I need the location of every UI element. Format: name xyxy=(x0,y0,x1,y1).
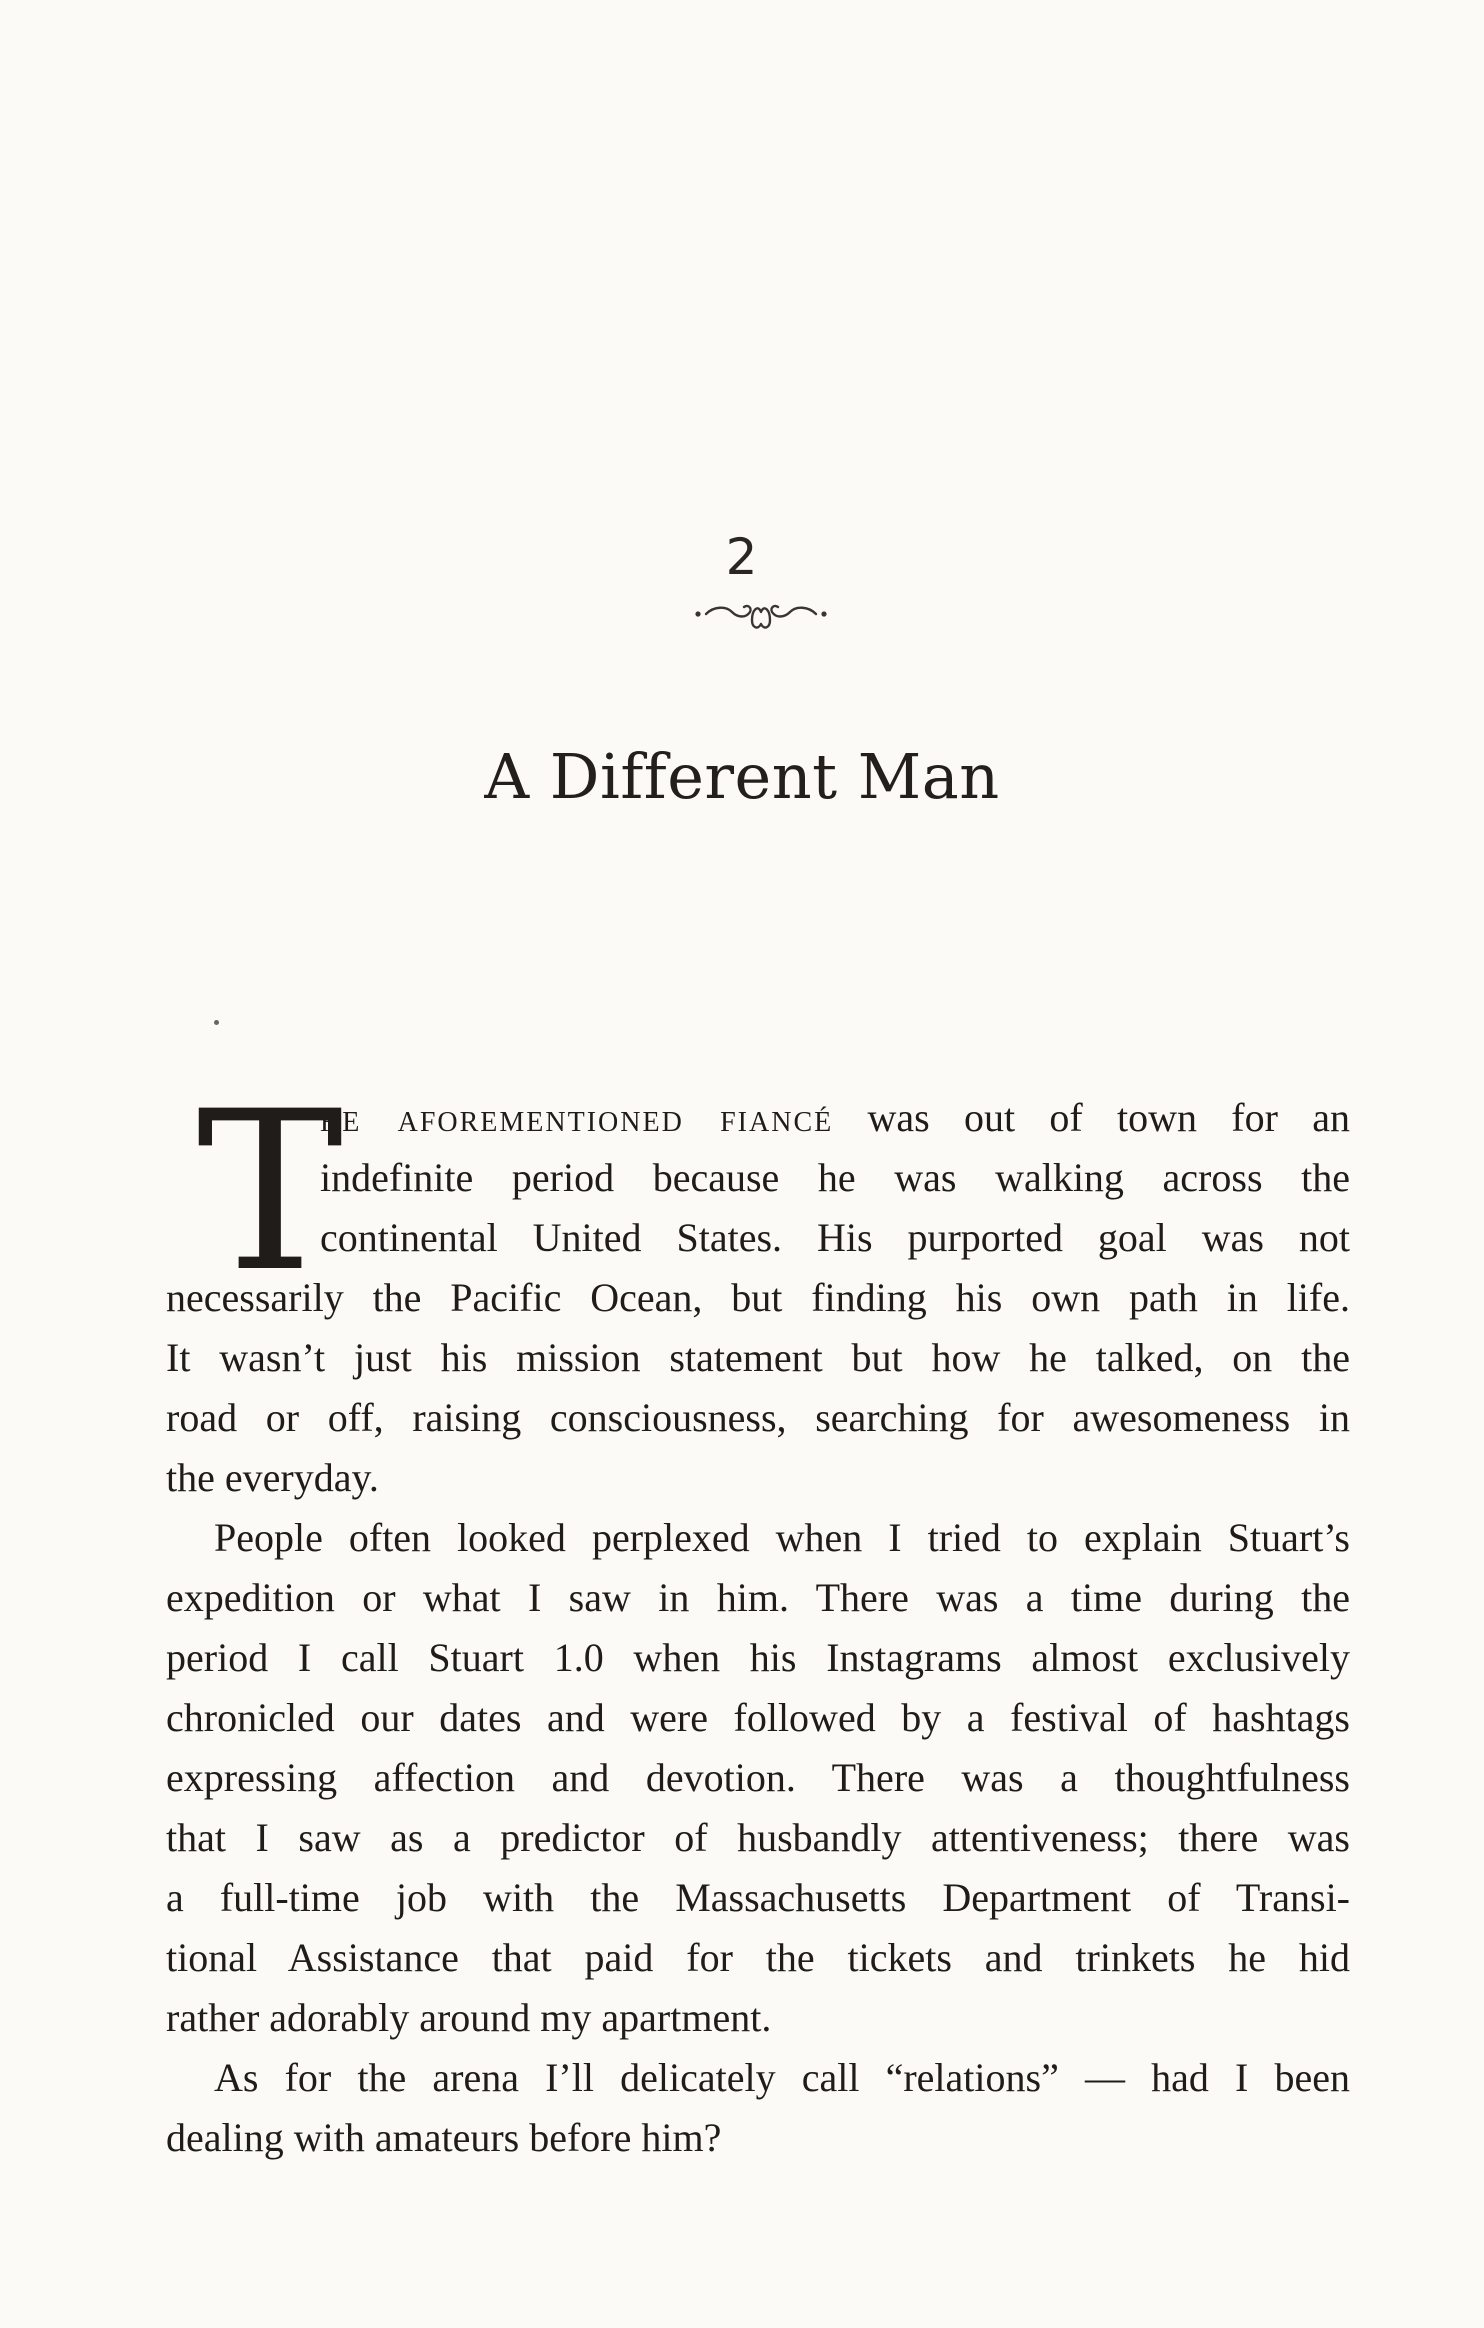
text-line: People often looked perplexed when I tried to explain Stuart’s xyxy=(214,1515,1350,1560)
text-line: a full-time job with the Massachusetts Department of Transi- xyxy=(166,1875,1350,1920)
text-line: rather adorably around my apartment. xyxy=(166,1995,772,2040)
chapter-title: A Different Man xyxy=(484,740,1000,813)
text-line: chronicled our dates and were followed by a festival of hashtags xyxy=(166,1695,1350,1740)
paragraph-2 xyxy=(166,1508,1350,2048)
text-line: indefinite period because he was walking across the xyxy=(320,1155,1350,1200)
text-line: dealing with amateurs before him? xyxy=(166,2115,722,2160)
text-line: necessarily the Pacific Ocean, but finding his own path in life. xyxy=(166,1275,1350,1320)
fleuron-ornament-icon xyxy=(692,598,830,634)
text-line: As for the arena I’ll delicately call “relations” — had I been xyxy=(214,2055,1350,2100)
lead-in-smallcaps: he aforementioned fiancé xyxy=(320,1095,834,1140)
drop-cap-glyph: T xyxy=(196,1064,344,1320)
text-line: road or off, raising consciousness, searching for awesomeness in xyxy=(166,1395,1350,1440)
text-line: It wasn’t just his mission statement but how he talked, on the xyxy=(166,1335,1350,1380)
print-speck xyxy=(214,1020,219,1025)
text-line: expressing affection and devotion. There was a thoughtfulness xyxy=(166,1755,1350,1800)
paragraph-3 xyxy=(166,2048,1350,2168)
text-line: continental United States. His purported goal was not xyxy=(320,1215,1350,1260)
paragraph-1 xyxy=(166,1088,1350,1508)
text-line xyxy=(166,1088,1350,1148)
drop-cap-letter xyxy=(196,1064,344,1320)
text-line: expedition or what I saw in him. There was a time during the xyxy=(166,1575,1350,1620)
text-line: the everyday. xyxy=(166,1455,379,1500)
chapter-number: 2 xyxy=(725,528,759,586)
first-line-rest: was out of town for an xyxy=(833,1095,1350,1140)
text-line: period I call Stuart 1.0 when his Instagrams almost exclusively xyxy=(166,1635,1350,1680)
chapter-body xyxy=(166,1064,1350,2168)
text-line: tional Assistance that paid for the tickets and trinkets he hid xyxy=(166,1935,1350,1980)
text-line: that I saw as a predictor of husbandly attentiveness; there was xyxy=(166,1815,1350,1860)
